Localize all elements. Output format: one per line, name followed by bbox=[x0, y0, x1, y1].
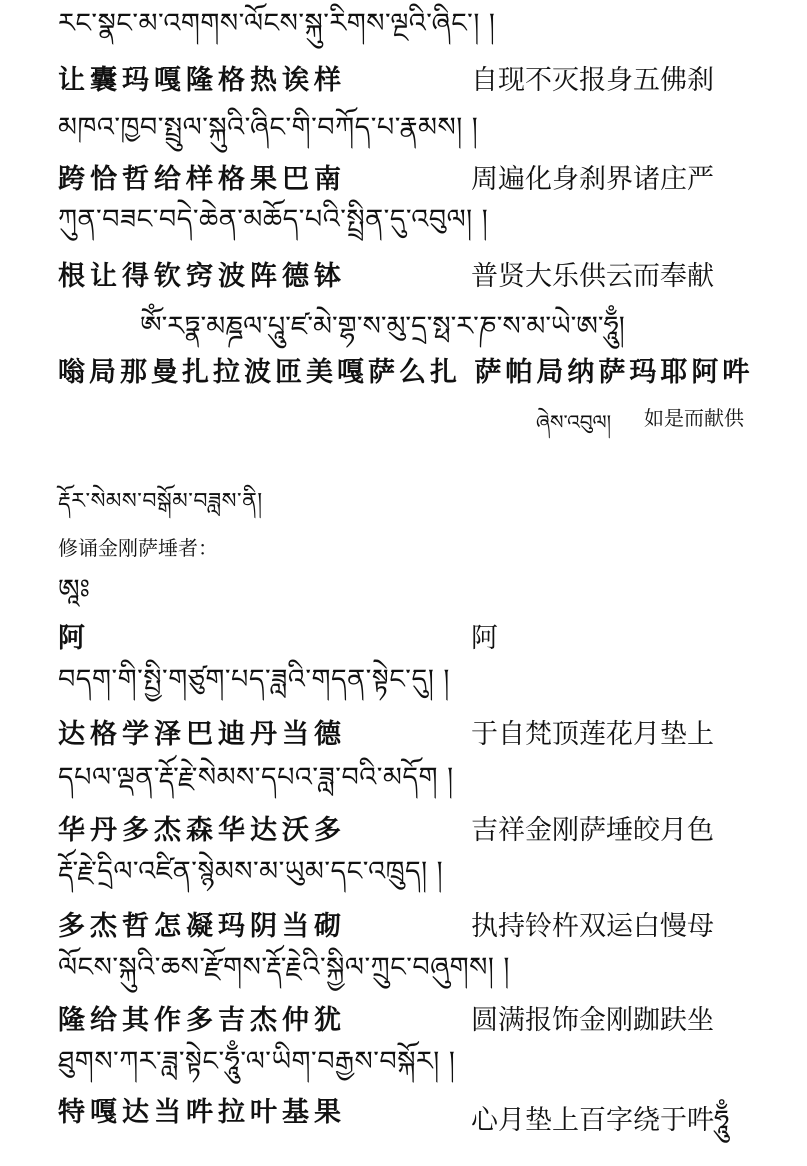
transliteration: 隆给其作多吉杰仲犹 bbox=[58, 1005, 346, 1036]
tibetan-line: རང་སྣང་མ་འགགས་ལོངས་སྐུ་རིགས་ལྔའི་ཞིང་། ། bbox=[58, 8, 496, 39]
tibetan-line: བདག་གི་སྤྱི་གཙུག་པད་ཟླའི་གདན་སྟེང་དུ། ། bbox=[58, 664, 450, 695]
tibetan-line: མཁའ་ཁྱབ་སྤྲུལ་སྐུའི་ཞིང་གི་བཀོད་པ་རྣམས། ། bbox=[58, 112, 479, 143]
mantra-transliteration: 嗡局那曼扎拉波匝美嘎萨么扎 萨帕局纳萨玛耶阿吽 bbox=[58, 357, 754, 388]
offering-chinese: 如是而献供 bbox=[644, 406, 744, 430]
chinese-translation: 执持铃杵双运白慢母 bbox=[471, 911, 714, 942]
tibetan-line: ཐུགས་ཀར་ཟླ་སྟེང་ཧཱུྃ་ལ་ཡིག་བརྒྱས་བསྐོར། ། bbox=[58, 1046, 456, 1077]
section-heading-tibetan: རྡོར་སེམས་བསྒོམ་བཟླས་ནི། bbox=[58, 489, 263, 514]
verse-row bbox=[58, 904, 767, 944]
tibetan-line: ལོངས་སྐུའི་ཆས་རྫོགས་རྡོ་རྗེའི་སྐྱིལ་ཀྲུང་བཞུགས། ། bbox=[58, 952, 510, 983]
transliteration: 特嘎达当吽拉叶基果 bbox=[58, 1097, 346, 1128]
chinese-translation: 于自梵顶莲花月垫上 bbox=[471, 719, 714, 750]
transliteration: 阿 bbox=[58, 623, 90, 654]
transliteration: 多杰哲怎凝玛阴当砌 bbox=[58, 911, 346, 942]
chinese-translation: 吉祥金刚萨埵皎月色 bbox=[471, 815, 714, 846]
mantra-tibetan: ཨོཾ་རཏྣ་མཎྜལ་པཱུ་ཛ་མེ་གྷ་ས་མུ་དྲ་སྥ་ར་ཎ་ས་མ་ཡེ་ཨ་ཧཱུྃ། bbox=[140, 311, 625, 342]
chinese-translation: 心月垫上百字绕于吽ཧཱུྃ bbox=[471, 1105, 730, 1136]
chinese-translation: 普贤大乐供云而奉献 bbox=[471, 261, 714, 292]
transliteration: 达格学泽巴迪丹当德 bbox=[58, 719, 346, 750]
verse-row bbox=[58, 712, 767, 752]
tibetan-line: དཔལ་ལྡན་རྡོ་རྗེ་སེམས་དཔའ་ཟླ་བའི་མདོག ། bbox=[58, 762, 454, 793]
chinese-translation: 圆满报饰金刚跏趺坐 bbox=[471, 1005, 714, 1036]
verse-row bbox=[58, 616, 767, 656]
section-heading-chinese: 修诵金刚萨埵者： bbox=[58, 536, 218, 560]
verse-row bbox=[58, 808, 767, 848]
transliteration: 让囊玛嘎隆格热诶样 bbox=[58, 65, 346, 96]
transliteration: 华丹多杰森华达沃多 bbox=[58, 815, 346, 846]
verse-row bbox=[58, 254, 767, 294]
seed-syllable-tibetan: ཨཱཿ bbox=[58, 574, 91, 605]
transliteration: 根让得钦窍波阵德钵 bbox=[58, 261, 346, 292]
chinese-translation: 周遍化身刹界诸庄严 bbox=[471, 164, 714, 195]
tibetan-line: རྡོ་རྗེ་དྲིལ་འཛིན་སྙེམས་མ་ཡུམ་དང་འཁྲུད། ། bbox=[58, 856, 444, 887]
chinese-translation: 自现不灭报身五佛刹 bbox=[471, 65, 714, 96]
transliteration: 跨恰哲给样格果巴南 bbox=[58, 164, 346, 195]
tibetan-line: ཀུན་བཟང་བདེ་ཆེན་མཆོད་པའི་སྤྲིན་དུ་འབུལ། ། bbox=[58, 204, 489, 235]
offering-tibetan: ཞེས་འབུལ། bbox=[536, 410, 612, 434]
verse-row bbox=[58, 1090, 767, 1136]
verse-row bbox=[58, 998, 767, 1038]
verse-row bbox=[58, 58, 767, 98]
chinese-translation: 阿 bbox=[471, 623, 498, 654]
verse-row bbox=[58, 157, 767, 197]
